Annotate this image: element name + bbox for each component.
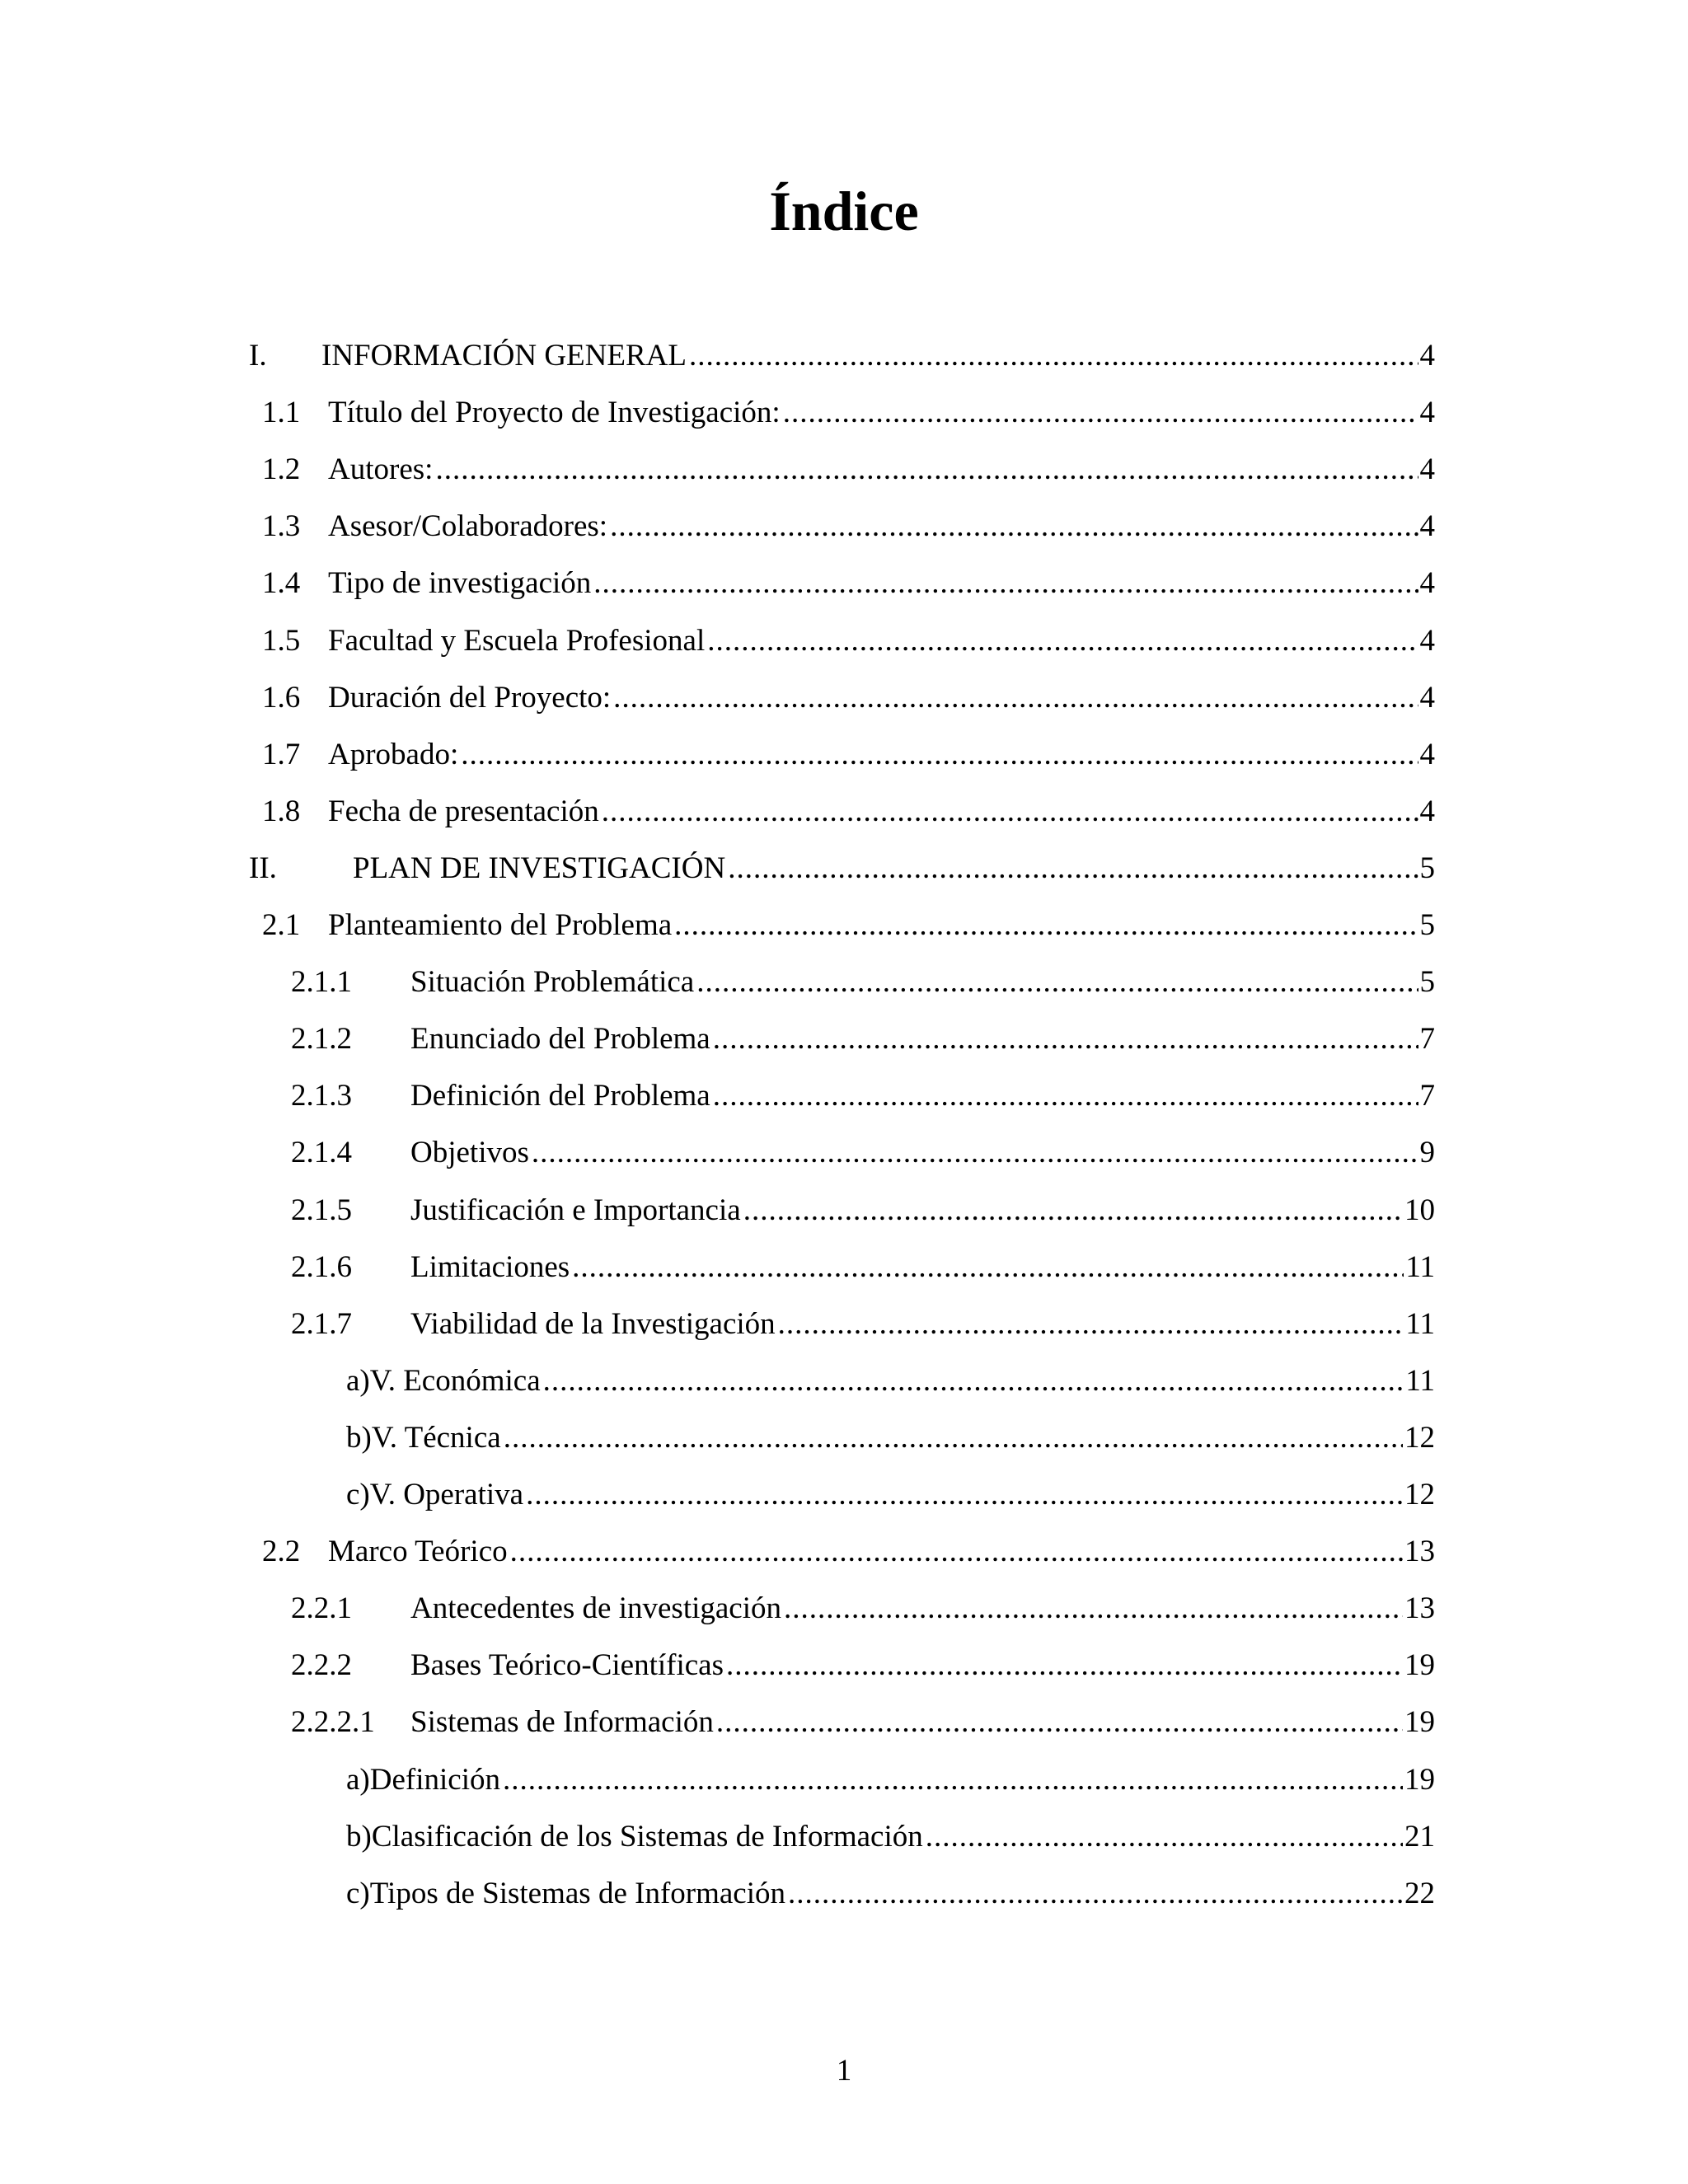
toc-entry-number: 1.7 <box>262 738 301 771</box>
toc-entry-label: b)Clasificación de los Sistemas de Información <box>346 1820 923 1854</box>
toc-entry[interactable] <box>0 1418 1688 1459</box>
toc-entry[interactable] <box>0 449 1688 490</box>
toc-entry[interactable] <box>0 1531 1688 1572</box>
toc-entry-label: Bases Teórico-Científicas <box>410 1648 724 1682</box>
toc-entry-leader-row <box>346 1873 1435 1915</box>
toc-entry-leader-row <box>346 1474 1435 1516</box>
toc-entry-label: PLAN DE INVESTIGACIÓN <box>353 851 726 885</box>
page-title: Índice <box>769 180 919 242</box>
toc-entry[interactable] <box>0 905 1688 946</box>
toc-entry-label: Situación Problemática <box>410 965 695 999</box>
toc-entry-leader-row <box>328 563 1435 604</box>
toc-entry-label: Objetivos <box>410 1136 529 1169</box>
toc-entry[interactable] <box>0 621 1688 662</box>
toc-entry-number: 1.2 <box>262 452 301 486</box>
toc-entry-label: INFORMACIÓN GENERAL <box>321 339 687 373</box>
toc-entry-number: 2.1.3 <box>291 1079 352 1113</box>
toc-entry-label: b)V. Técnica <box>346 1421 501 1455</box>
dot-leader <box>674 905 1418 946</box>
dot-leader <box>435 449 1418 490</box>
toc-entry-page: 7 <box>1419 1022 1435 1056</box>
toc-entry-label: Definición del Problema <box>410 1079 710 1113</box>
toc-entry-page: 13 <box>1404 1591 1435 1625</box>
toc-entry-leader-row <box>346 1418 1435 1459</box>
dot-leader <box>593 563 1418 604</box>
toc-entry[interactable] <box>0 1702 1688 1743</box>
toc-entry-leader-row <box>410 1645 1435 1686</box>
toc-entry-leader-row <box>410 1132 1435 1174</box>
toc-entry-page: 11 <box>1405 1307 1435 1341</box>
toc-entry-number: 1.1 <box>262 396 301 429</box>
toc-entry-page: 7 <box>1419 1079 1435 1113</box>
dot-leader <box>613 677 1418 719</box>
dot-leader <box>743 1190 1403 1231</box>
toc-entry-label: Asesor/Colaboradores: <box>328 509 608 543</box>
toc-entry-label: Planteamiento del Problema <box>328 908 673 942</box>
toc-entry-page: 11 <box>1405 1364 1435 1398</box>
toc-entry-page: 12 <box>1404 1421 1435 1455</box>
toc-entry-page: 19 <box>1404 1705 1435 1739</box>
toc-entry-page: 19 <box>1404 1763 1435 1797</box>
dot-leader <box>783 392 1418 434</box>
toc-entry-number: 2.1.4 <box>291 1136 352 1169</box>
dot-leader <box>778 1304 1404 1345</box>
dot-leader <box>503 1760 1403 1801</box>
dot-leader <box>504 1418 1403 1459</box>
toc-entry-leader-row <box>328 791 1435 832</box>
toc-entry-leader-row <box>346 1760 1435 1801</box>
dot-leader <box>726 1645 1403 1686</box>
toc-entry-page: 22 <box>1404 1877 1435 1910</box>
toc-entry-label: Aprobado: <box>328 738 459 771</box>
toc-entry[interactable] <box>0 335 1688 377</box>
toc-entry-leader-row <box>353 848 1435 889</box>
toc-entry-leader-row <box>410 1076 1435 1117</box>
toc-entry-number: 2.1.6 <box>291 1250 352 1284</box>
toc-entry-number: 1.3 <box>262 509 301 543</box>
toc-entry-leader-row <box>346 1816 1435 1858</box>
toc-entry-page: 4 <box>1419 339 1435 373</box>
dot-leader <box>788 1873 1403 1915</box>
toc-entry-page: 5 <box>1419 965 1435 999</box>
toc-entry-label: Justificación e Importancia <box>410 1193 741 1227</box>
toc-entry-label: c)Tipos de Sistemas de Información <box>346 1877 785 1910</box>
toc-entry-label: Sistemas de Información <box>410 1705 714 1739</box>
toc-entry-number: II. <box>249 851 277 885</box>
toc-entry[interactable] <box>0 1361 1688 1402</box>
toc-entry[interactable] <box>0 1190 1688 1231</box>
toc-entry-number: 2.2 <box>262 1535 301 1568</box>
toc-entry[interactable] <box>0 563 1688 604</box>
dot-leader <box>716 1702 1403 1743</box>
toc-entry-page: 4 <box>1419 624 1435 658</box>
toc-entry-page: 5 <box>1419 908 1435 942</box>
dot-leader <box>689 335 1418 377</box>
toc-entry-number: 1.5 <box>262 624 301 658</box>
toc-entry[interactable] <box>0 1645 1688 1686</box>
toc-entry[interactable] <box>0 1076 1688 1117</box>
toc-entry-page: 11 <box>1405 1250 1435 1284</box>
toc-entry-page: 4 <box>1419 794 1435 828</box>
dot-leader <box>696 962 1418 1003</box>
toc-entry[interactable] <box>0 1760 1688 1801</box>
toc-entry-number: 2.1.7 <box>291 1307 352 1341</box>
toc-entry[interactable] <box>0 392 1688 434</box>
dot-leader <box>707 621 1418 662</box>
dot-leader <box>526 1474 1403 1516</box>
toc-entry-page: 9 <box>1419 1136 1435 1169</box>
toc-entry-page: 13 <box>1404 1535 1435 1568</box>
toc-entry-page: 4 <box>1419 396 1435 429</box>
toc-entry[interactable] <box>0 1873 1688 1915</box>
toc-entry-page: 21 <box>1404 1820 1435 1854</box>
toc-entry[interactable] <box>0 1247 1688 1288</box>
toc-entry-number: 2.1 <box>262 908 301 942</box>
dot-leader <box>713 1019 1418 1060</box>
toc-entry-number: 2.1.5 <box>291 1193 352 1227</box>
toc-entry-number: 2.1.1 <box>291 965 352 999</box>
toc-entry-number: 2.2.2 <box>291 1648 352 1682</box>
toc-entry-leader-row <box>328 1531 1435 1572</box>
toc-entry-label: Facultad y Escuela Profesional <box>328 624 706 658</box>
toc-entry-leader-row <box>321 335 1435 377</box>
dot-leader <box>602 791 1418 832</box>
toc-entry-number: 1.8 <box>262 794 301 828</box>
toc-entry-label: c)V. Operativa <box>346 1478 524 1511</box>
toc-entry-label: Fecha de presentación <box>328 794 599 828</box>
toc-entry[interactable] <box>0 962 1688 1003</box>
dot-leader <box>543 1361 1404 1402</box>
toc-entry-number: 2.1.2 <box>291 1022 352 1056</box>
toc-entry-page: 4 <box>1419 566 1435 600</box>
toc-entry[interactable] <box>0 1304 1688 1345</box>
toc-entry-number: I. <box>249 339 267 373</box>
toc-entry-label: Autores: <box>328 452 434 486</box>
toc-entry-number: 2.2.1 <box>291 1591 352 1625</box>
toc-entry-leader-row <box>328 677 1435 719</box>
toc-entry-leader-row <box>328 905 1435 946</box>
dot-leader <box>532 1132 1418 1174</box>
toc-entry-label: a)V. Económica <box>346 1364 541 1398</box>
toc-entry-leader-row <box>410 1588 1435 1629</box>
toc-entry-leader-row <box>410 1019 1435 1060</box>
toc-entry-number: 1.6 <box>262 681 301 715</box>
toc-entry-page: 4 <box>1419 738 1435 771</box>
toc-entry-label: Antecedentes de investigación <box>410 1591 781 1625</box>
toc-entry-leader-row <box>410 1702 1435 1743</box>
toc-entry-label: Duración del Proyecto: <box>328 681 612 715</box>
toc-entry-leader-row <box>410 1304 1435 1345</box>
toc-entry[interactable] <box>0 1588 1688 1629</box>
toc-entry-label: Tipo de investigación <box>328 566 592 600</box>
toc-entry-label: Viabilidad de la Investigación <box>410 1307 776 1341</box>
toc-entry-page: 19 <box>1404 1648 1435 1682</box>
toc-entry[interactable] <box>0 677 1688 719</box>
dot-leader <box>510 1531 1403 1572</box>
toc-entry-number: 1.4 <box>262 566 301 600</box>
toc-entry-leader-row <box>328 734 1435 776</box>
toc-entry[interactable] <box>0 1474 1688 1516</box>
toc-entry-leader-row <box>410 1247 1435 1288</box>
dot-leader <box>728 848 1418 889</box>
toc-entry-leader-row <box>328 392 1435 434</box>
toc-entry-leader-row <box>410 962 1435 1003</box>
dot-leader <box>713 1076 1418 1117</box>
dot-leader <box>784 1588 1403 1629</box>
toc-entry-label: Limitaciones <box>410 1250 570 1284</box>
toc-entry[interactable] <box>0 1816 1688 1858</box>
toc-entry-leader-row <box>328 621 1435 662</box>
toc-entry-leader-row <box>410 1190 1435 1231</box>
toc-entry-label: a)Definición <box>346 1763 500 1797</box>
toc-entry[interactable] <box>0 1019 1688 1060</box>
toc-entry-page: 12 <box>1404 1478 1435 1511</box>
toc-entry-leader-row <box>328 506 1435 547</box>
toc-entry-leader-row <box>346 1361 1435 1402</box>
toc-entry[interactable] <box>0 791 1688 832</box>
dot-leader <box>572 1247 1404 1288</box>
toc-entry-number: 2.2.2.1 <box>291 1705 375 1739</box>
toc-entry-page: 10 <box>1404 1193 1435 1227</box>
toc-entry-page: 4 <box>1419 681 1435 715</box>
toc-entry[interactable] <box>0 1132 1688 1174</box>
toc-entry[interactable] <box>0 848 1688 889</box>
toc-entry-label: Marco Teórico <box>328 1535 508 1568</box>
toc-entry[interactable] <box>0 734 1688 776</box>
toc-entry-page: 4 <box>1419 452 1435 486</box>
toc-entry-page: 5 <box>1419 851 1435 885</box>
toc-entry-leader-row <box>328 449 1435 490</box>
toc-entry[interactable] <box>0 506 1688 547</box>
dot-leader <box>610 506 1418 547</box>
page-number: 1 <box>836 2054 852 2088</box>
toc-entry-label: Enunciado del Problema <box>410 1022 710 1056</box>
toc-entry-page: 4 <box>1419 509 1435 543</box>
toc-entry-label: Título del Proyecto de Investigación: <box>328 396 781 429</box>
dot-leader <box>926 1816 1403 1858</box>
dot-leader <box>461 734 1418 776</box>
